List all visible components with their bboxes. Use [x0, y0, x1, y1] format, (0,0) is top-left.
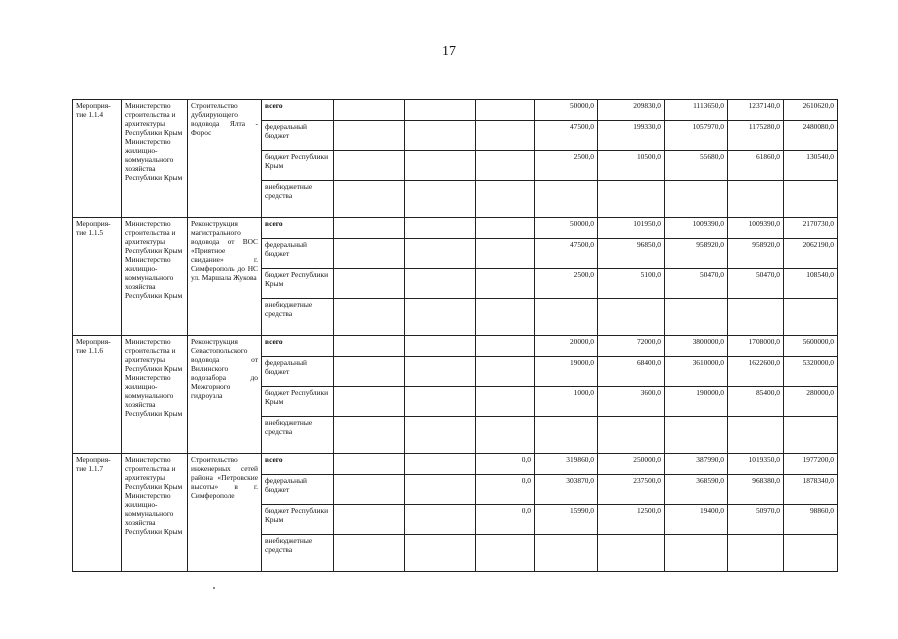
measure-2-total-row — [73, 218, 838, 239]
amount-cell-c2 — [405, 417, 476, 454]
measure-3-total-row — [73, 336, 838, 357]
amount-cell-c2 — [405, 535, 476, 572]
amount-cell-c6 — [665, 181, 728, 218]
funding-table — [72, 99, 838, 572]
amount-cell-c7 — [728, 417, 784, 454]
amount-cell-c5: 5100,0 — [598, 269, 665, 299]
amount-cell-c3 — [476, 535, 535, 572]
amount-cell-c4: 50000,0 — [535, 100, 598, 121]
measure-4-total-row — [73, 454, 838, 475]
amount-cell-c2 — [405, 336, 476, 357]
amount-cell-c3 — [476, 218, 535, 239]
amount-cell-c3 — [476, 181, 535, 218]
amount-cell-c7 — [728, 299, 784, 336]
amount-cell-c1 — [334, 417, 405, 454]
amount-cell-c4: 15990,0 — [535, 505, 598, 535]
measure-code: Мероприя-тие 1.1.7 — [73, 454, 122, 572]
amount-cell-c4 — [535, 417, 598, 454]
amount-cell-c6: 1057970,0 — [665, 121, 728, 151]
measure-code: Мероприя-тие 1.1.6 — [73, 336, 122, 454]
amount-cell-c3 — [476, 121, 535, 151]
amount-cell-c3 — [476, 387, 535, 417]
amount-cell-c4: 1000,0 — [535, 387, 598, 417]
amount-cell-c1 — [334, 505, 405, 535]
amount-cell-c1 — [334, 387, 405, 417]
amount-cell-c1 — [334, 151, 405, 181]
amount-cell-c8: 1878340,0 — [784, 475, 838, 505]
amount-cell-c1 — [334, 218, 405, 239]
funding-source: федеральный бюджет — [262, 121, 334, 151]
page-number: 17 — [442, 44, 456, 59]
measure-code: Мероприя-тие 1.1.4 — [73, 100, 122, 218]
amount-cell-c8: 5600000,0 — [784, 336, 838, 357]
amount-cell-c1 — [334, 239, 405, 269]
amount-cell-c2 — [405, 151, 476, 181]
amount-cell-c5 — [598, 535, 665, 572]
amount-cell-c8: 2170730,0 — [784, 218, 838, 239]
amount-cell-c4: 50000,0 — [535, 218, 598, 239]
measure-code: Мероприя-тие 1.1.5 — [73, 218, 122, 336]
amount-cell-c6: 55680,0 — [665, 151, 728, 181]
amount-cell-c7 — [728, 181, 784, 218]
amount-cell-c1 — [334, 100, 405, 121]
amount-cell-c8: 108540,0 — [784, 269, 838, 299]
amount-cell-c1 — [334, 357, 405, 387]
amount-cell-c2 — [405, 299, 476, 336]
amount-cell-c6: 3800000,0 — [665, 336, 728, 357]
funding-source: всего — [262, 454, 334, 475]
amount-cell-c7: 61860,0 — [728, 151, 784, 181]
amount-cell-c8: 2610620,0 — [784, 100, 838, 121]
measure-name: Строительство дублирующего водовода Ялта - Форос — [188, 100, 262, 218]
amount-cell-c2 — [405, 387, 476, 417]
amount-cell-c3 — [476, 100, 535, 121]
amount-cell-c1 — [334, 336, 405, 357]
amount-cell-c5: 199330,0 — [598, 121, 665, 151]
amount-cell-c3: 0,0 — [476, 454, 535, 475]
amount-cell-c3 — [476, 151, 535, 181]
amount-cell-c4: 47500,0 — [535, 239, 598, 269]
amount-cell-c4 — [535, 535, 598, 572]
amount-cell-c7: 1708000,0 — [728, 336, 784, 357]
amount-cell-c3 — [476, 299, 535, 336]
amount-cell-c6 — [665, 535, 728, 572]
amount-cell-c8: 2480080,0 — [784, 121, 838, 151]
amount-cell-c4: 19000,0 — [535, 357, 598, 387]
measure-name: Реконструкция магистрального водовода от ВОС «Приятное свидание» г. Симферополь до НС ул. Маршала Жукова — [188, 218, 262, 336]
amount-cell-c2 — [405, 454, 476, 475]
amount-cell-c2 — [405, 100, 476, 121]
amount-cell-c5: 12500,0 — [598, 505, 665, 535]
amount-cell-c4: 319860,0 — [535, 454, 598, 475]
funding-source: внебюджетные средства — [262, 181, 334, 218]
funding-source: бюджет Республики Крым — [262, 387, 334, 417]
amount-cell-c7 — [728, 535, 784, 572]
funding-source: внебюджетные средства — [262, 417, 334, 454]
amount-cell-c5: 237500,0 — [598, 475, 665, 505]
amount-cell-c7: 85400,0 — [728, 387, 784, 417]
measure-org: Министерство строительства и архитектуры Республики Крым Министерство жилищно-коммунального хозяйства Республики Крым — [122, 218, 188, 336]
amount-cell-c7: 1019350,0 — [728, 454, 784, 475]
amount-cell-c3 — [476, 269, 535, 299]
amount-cell-c6: 19400,0 — [665, 505, 728, 535]
amount-cell-c6: 1113650,0 — [665, 100, 728, 121]
amount-cell-c5: 250000,0 — [598, 454, 665, 475]
measure-org: Министерство строительства и архитектуры Республики Крым Министерство жилищно-коммунального хозяйства Республики Крым — [122, 100, 188, 218]
amount-cell-c2 — [405, 181, 476, 218]
amount-cell-c4 — [535, 181, 598, 218]
amount-cell-c4: 47500,0 — [535, 121, 598, 151]
amount-cell-c2 — [405, 269, 476, 299]
amount-cell-c6: 368590,0 — [665, 475, 728, 505]
amount-cell-c7: 1009390,0 — [728, 218, 784, 239]
amount-cell-c1 — [334, 269, 405, 299]
amount-cell-c4: 20000,0 — [535, 336, 598, 357]
amount-cell-c2 — [405, 475, 476, 505]
amount-cell-c7: 1237140,0 — [728, 100, 784, 121]
amount-cell-c1 — [334, 181, 405, 218]
funding-source: всего — [262, 218, 334, 239]
amount-cell-c3 — [476, 357, 535, 387]
amount-cell-c1 — [334, 299, 405, 336]
amount-cell-c2 — [405, 218, 476, 239]
amount-cell-c6: 3610000,0 — [665, 357, 728, 387]
amount-cell-c8: 130540,0 — [784, 151, 838, 181]
amount-cell-c8: 2062190,0 — [784, 239, 838, 269]
measure-name: Реконструкция Севастопольского водовода от Вилинского водозабора до Межгорного гидроузла — [188, 336, 262, 454]
amount-cell-c5: 68400,0 — [598, 357, 665, 387]
measure-1-total-row — [73, 100, 838, 121]
amount-cell-c6: 1009390,0 — [665, 218, 728, 239]
funding-source: внебюджетные средства — [262, 299, 334, 336]
amount-cell-c6 — [665, 417, 728, 454]
amount-cell-c5: 101950,0 — [598, 218, 665, 239]
amount-cell-c1 — [334, 454, 405, 475]
amount-cell-c4 — [535, 299, 598, 336]
amount-cell-c3 — [476, 239, 535, 269]
amount-cell-c8: 280000,0 — [784, 387, 838, 417]
funding-source: бюджет Республики Крым — [262, 151, 334, 181]
amount-cell-c7: 1622600,0 — [728, 357, 784, 387]
amount-cell-c8 — [784, 299, 838, 336]
amount-cell-c8 — [784, 417, 838, 454]
amount-cell-c3 — [476, 336, 535, 357]
amount-cell-c7: 50970,0 — [728, 505, 784, 535]
amount-cell-c3: 0,0 — [476, 475, 535, 505]
scan-speck — [213, 587, 215, 589]
funding-source: внебюджетные средства — [262, 535, 334, 572]
funding-source: федеральный бюджет — [262, 475, 334, 505]
amount-cell-c3 — [476, 417, 535, 454]
amount-cell-c5: 96850,0 — [598, 239, 665, 269]
amount-cell-c5: 10500,0 — [598, 151, 665, 181]
amount-cell-c5: 209830,0 — [598, 100, 665, 121]
amount-cell-c8: 5320000,0 — [784, 357, 838, 387]
amount-cell-c8: 1977200,0 — [784, 454, 838, 475]
amount-cell-c2 — [405, 239, 476, 269]
measure-org: Министерство строительства и архитектуры Республики Крым Министерство жилищно-коммунального хозяйства Республики Крым — [122, 454, 188, 572]
amount-cell-c6 — [665, 299, 728, 336]
amount-cell-c6: 958920,0 — [665, 239, 728, 269]
amount-cell-c8 — [784, 181, 838, 218]
amount-cell-c7: 968380,0 — [728, 475, 784, 505]
funding-source: бюджет Республики Крым — [262, 269, 334, 299]
measure-org: Министерство строительства и архитектуры Республики Крым Министерство жилищно-коммунального хозяйства Республики Крым — [122, 336, 188, 454]
amount-cell-c2 — [405, 357, 476, 387]
amount-cell-c5: 72000,0 — [598, 336, 665, 357]
amount-cell-c1 — [334, 535, 405, 572]
amount-cell-c6: 387990,0 — [665, 454, 728, 475]
amount-cell-c3: 0,0 — [476, 505, 535, 535]
amount-cell-c6: 190000,0 — [665, 387, 728, 417]
funding-source: всего — [262, 100, 334, 121]
amount-cell-c5 — [598, 181, 665, 218]
amount-cell-c8 — [784, 535, 838, 572]
amount-cell-c6: 50470,0 — [665, 269, 728, 299]
amount-cell-c8: 98860,0 — [784, 505, 838, 535]
amount-cell-c1 — [334, 475, 405, 505]
funding-source: федеральный бюджет — [262, 239, 334, 269]
amount-cell-c5 — [598, 417, 665, 454]
amount-cell-c1 — [334, 121, 405, 151]
amount-cell-c4: 2500,0 — [535, 151, 598, 181]
amount-cell-c2 — [405, 505, 476, 535]
funding-source: бюджет Республики Крым — [262, 505, 334, 535]
amount-cell-c5: 3600,0 — [598, 387, 665, 417]
funding-source: федеральный бюджет — [262, 357, 334, 387]
amount-cell-c5 — [598, 299, 665, 336]
amount-cell-c7: 50470,0 — [728, 269, 784, 299]
amount-cell-c7: 1175280,0 — [728, 121, 784, 151]
amount-cell-c4: 2500,0 — [535, 269, 598, 299]
amount-cell-c2 — [405, 121, 476, 151]
funding-source: всего — [262, 336, 334, 357]
measure-name: Строительство инженерных сетей района «Петровские высоты» в г. Симферополе — [188, 454, 262, 572]
amount-cell-c7: 958920,0 — [728, 239, 784, 269]
amount-cell-c4: 303870,0 — [535, 475, 598, 505]
